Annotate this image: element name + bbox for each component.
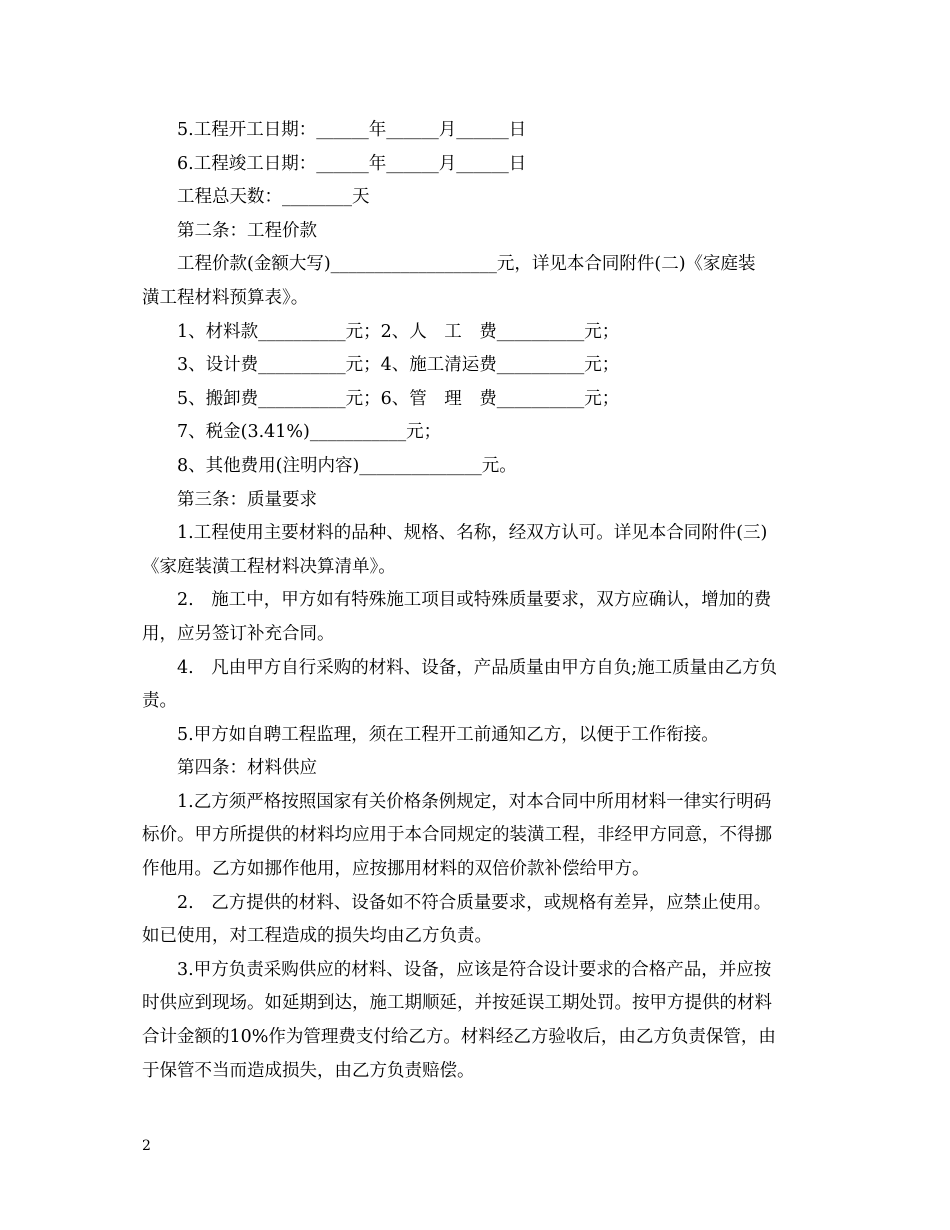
text-line: 5、搬卸费__________元；6、管 理 费__________元； [177,388,620,409]
text-line: 4. 凡由甲方自行采购的材料、设备，产品质量由甲方自负;施工质量由乙方负 [177,657,778,678]
text-line: 责。 [142,691,177,712]
text-line: 于保管不当而造成损失，由乙方负责赔偿。 [142,1060,475,1081]
text-line: 5.甲方如自聘工程监理，须在工程开工前通知乙方，以便于工作衔接。 [177,724,719,745]
text-line: 作他用。乙方如挪作他用，应按挪用材料的双倍价款补偿给甲方。 [142,859,650,880]
text-line: 6.工程竣工日期：______年______月______日 [177,153,527,174]
text-line: 合计金额的10%作为管理费支付给乙方。材料经乙方验收后，由乙方负责保管，由 [142,1027,776,1048]
text-line: 如已使用，对工程造成的损失均由乙方负责。 [142,926,492,947]
document-body [142,114,812,1088]
section-heading: 第二条：工程价款 [177,220,317,241]
text-line: 5.工程开工日期：______年______月______日 [177,120,527,140]
text-line: 1.乙方须严格按照国家有关价格条例规定，对本合同中所用材料一律实行明码 [177,791,772,812]
text-line: 3.甲方负责采购供应的材料、设备，应该是符合设计要求的合格产品，并应按 [177,959,772,980]
text-line: 2. 施工中，甲方如有特殊施工项目或特殊质量要求，双方应确认，增加的费 [177,590,772,611]
section-heading: 第三条：质量要求 [177,489,317,510]
text-line: 工程总天数：________天 [177,187,370,208]
page-number: 2 [142,1138,151,1154]
text-line: 1、材料款__________元；2、人 工 费__________元； [177,321,620,342]
text-line: 工程价款(金额大写)___________________元，详见本合同附件(二)《家庭装 [177,254,756,275]
text-line: 8、其他费用(注明内容)______________元。 [177,455,517,476]
text-line: 2. 乙方提供的材料、设备如不符合质量要求，或规格有差异，应禁止使用。 [177,892,772,913]
text-line: 3、设计费__________元；4、施工清运费__________元； [177,355,620,376]
text-line: 潢工程材料预算表》。 [142,287,309,308]
section-heading: 第四条：材料供应 [177,758,317,779]
text-line: 《家庭装潢工程材料决算清单》。 [142,556,396,577]
text-line: 用，应另签订补充合同。 [142,623,335,644]
text-line: 1.工程使用主要材料的品种、规格、名称，经双方认可。详见本合同附件(三) [177,523,768,544]
text-line: 7、税金(3.41%)___________元； [177,422,442,443]
text-line: 标价。甲方所提供的材料均应用于本合同规定的装潢工程，非经甲方同意，不得挪 [142,825,772,846]
text-line: 时供应到现场。如延期到达，施工期顺延，并按延误工期处罚。按甲方提供的材料 [142,993,772,1014]
